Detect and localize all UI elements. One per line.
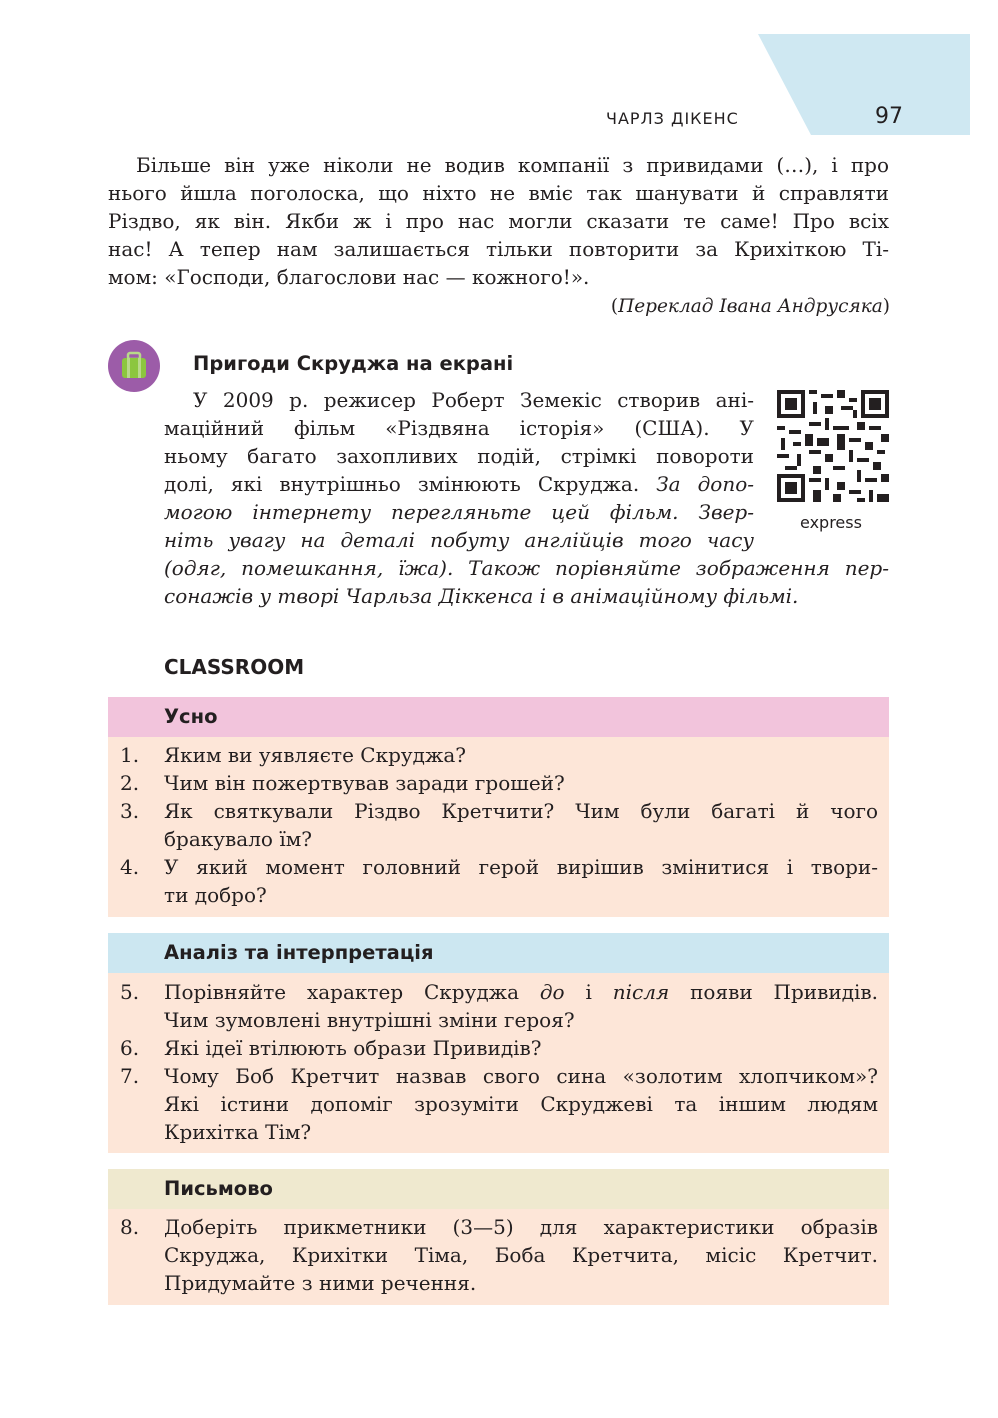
box-line: ніть увагу на деталі побуту англійців того часу: [164, 528, 754, 552]
passage-line: Різдво, як він. Якби ж і про нас могли сказати те саме! Про всіх: [108, 209, 889, 233]
section-heading: Усно: [108, 697, 889, 737]
question-text: У який момент головний герой вирішив змінитися і твори-: [164, 855, 878, 879]
box-line: сонажів у творі Чарльза Діккенса і в анімаційному фільмі.: [164, 584, 799, 608]
question-number: 7.: [120, 1064, 140, 1088]
question-text: Які ідеї втілюють образи Привидів?: [164, 1036, 542, 1060]
question-text: Як святкували Різдво Кретчити? Чим були багаті й чого: [164, 799, 878, 823]
classroom-title: CLASSROOM: [164, 655, 305, 679]
suitcase-icon: [108, 340, 160, 392]
page-number: 97: [875, 104, 903, 129]
qr-caption: express: [800, 513, 862, 532]
question-text: ти добро?: [164, 883, 267, 907]
page-corner-tab: [758, 34, 970, 135]
box-line: У 2009 р. режисер Роберт Земекіс створив ані-: [193, 388, 754, 412]
question-text: Крихітка Тім?: [164, 1120, 312, 1144]
question-text: Чим він пожертвував заради грошей?: [164, 771, 565, 795]
question-text: Які істини допоміг зрозуміти Скруджеві та іншим людям: [164, 1092, 878, 1116]
question-number: 5.: [120, 980, 140, 1004]
passage-line: нього йшла поголоска, що ніхто не вміє так шанувати й справляти: [108, 181, 889, 205]
box-line: маційний фільм «Різдвяна історія» (США). У: [164, 416, 754, 440]
box-line: ньому багато захопливих подій, стрімкі повороти: [164, 444, 754, 468]
question-text: Чим зумовлені внутрішні зміни героя?: [164, 1008, 575, 1032]
question-text: Скруджа, Крихітки Тіма, Боба Кретчита, місіс Кретчит.: [164, 1243, 878, 1267]
translator-name: Переклад Івана Андрусяка: [618, 296, 883, 317]
question-number: 8.: [120, 1215, 140, 1239]
passage-line: Більше він уже ніколи не водив компанії з привидами (…), і про: [136, 153, 889, 177]
qr-code-icon[interactable]: [777, 390, 889, 502]
question-number: 3.: [120, 799, 140, 823]
box-line: (одяг, помешкання, їжа). Також порівняйте зображення пер-: [164, 556, 889, 580]
question-text: Порівняйте характер Скруджа до і після появи Привидів.: [164, 980, 879, 1004]
translation-credit: (Переклад Івана Андрусяка): [610, 296, 890, 317]
box-line: могою інтернету перегляньте цей фільм. Звер-: [164, 500, 754, 524]
question-text: бракувало їм?: [164, 827, 312, 851]
section-heading: Аналіз та інтерпретація: [108, 933, 889, 973]
running-head: ЧАРЛЗ ДІКЕНС: [606, 109, 739, 128]
question-number: 6.: [120, 1036, 140, 1060]
question-text: Яким ви уявляєте Скруджа?: [164, 743, 467, 767]
question-number: 2.: [120, 771, 140, 795]
section-title: Пригоди Скруджа на екрані: [193, 352, 514, 375]
question-number: 4.: [120, 855, 140, 879]
question-text: Чому Боб Кретчит назвав свого сина «золотим хлопчиком»?: [164, 1064, 878, 1088]
box-line: долі, які внутрішньо змінюють Скруджа. За допо-: [164, 472, 754, 496]
question-text: Придумайте з ними речення.: [164, 1271, 477, 1295]
question-number: 1.: [120, 743, 140, 767]
question-text: Доберіть прикметники (3—5) для характеристики образів: [164, 1215, 878, 1239]
passage-line: мом: «Господи, благослови нас — кожного!».: [108, 265, 590, 289]
section-heading: Письмово: [108, 1169, 889, 1209]
passage-line: нас! А тепер нам залишається тільки повторити за Крихіткою Ті-: [108, 237, 889, 261]
